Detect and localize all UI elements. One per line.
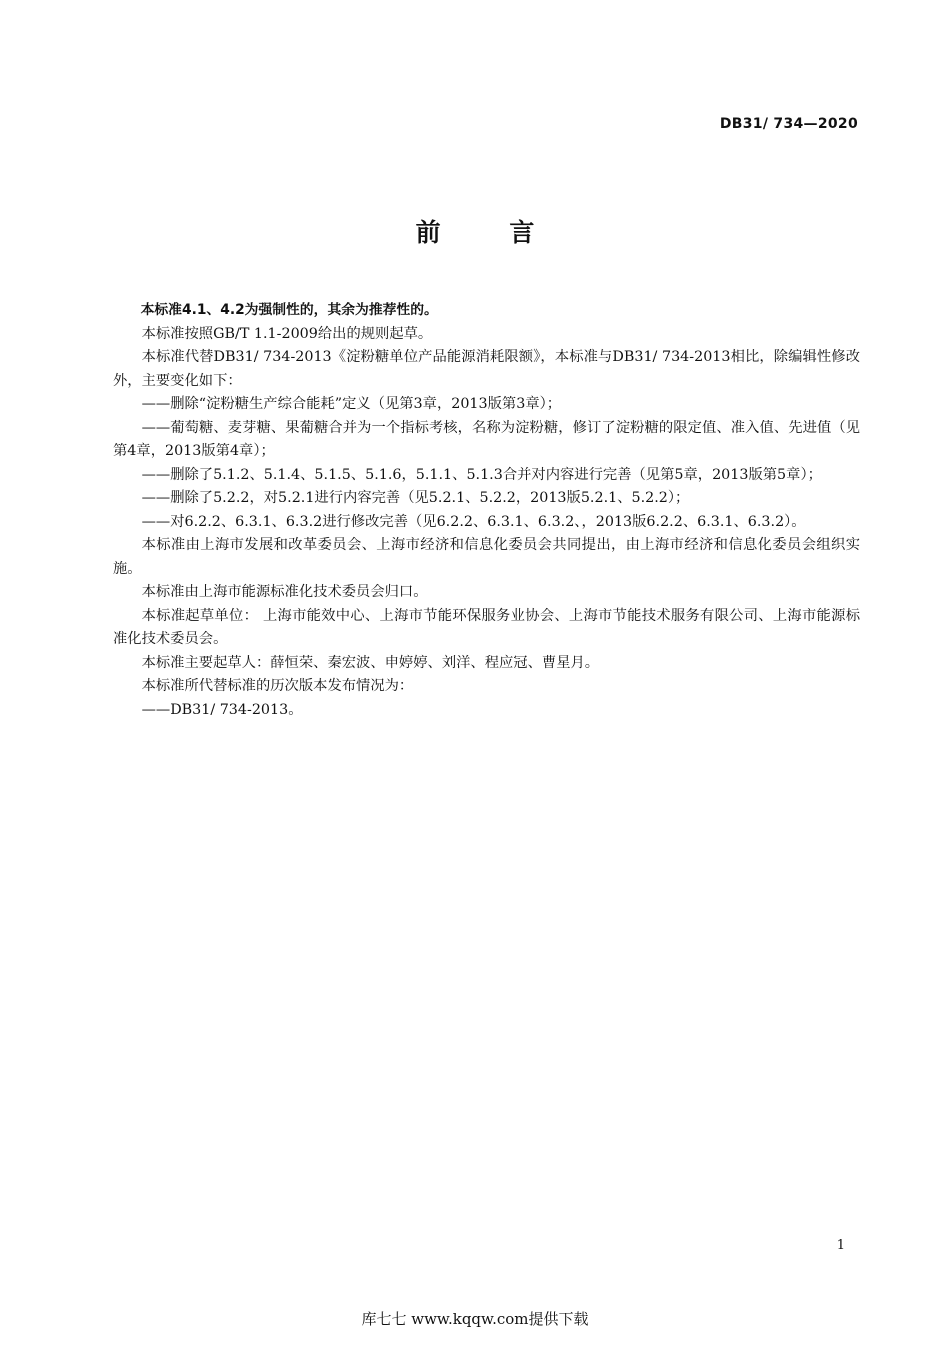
change-item: ——葡萄糖、麦芽糖、果葡糖合并为一个指标考核，名称为淀粉糖，修订了淀粉糖的限定值、准入值、先进值（见第4章，2013版第4章）； (113, 419, 860, 459)
change-item: ——对6.2.2、6.3.1、6.3.2进行修改完善（见6.2.2、6.3.1、6.3.2、，2013版6.2.2、6.3.1、6.3.2）。 (141, 513, 806, 530)
change-item: ——删除了5.2.2，对5.2.1进行内容完善（见5.2.1、5.2.2，2013版5.2.1、5.2.2）； (141, 490, 690, 506)
committee-paragraph: 本标准由上海市能源标准化技术委员会归口。 (141, 584, 428, 600)
standard-code: DB31/ 734—2020 (719, 116, 858, 132)
previous-editions-paragraph: 本标准所代替标准的历次版本发布情况为： (141, 678, 414, 694)
proposer-paragraph: 本标准由上海市发展和改革委员会、上海市经济和信息化委员会共同提出，由上海市经济和信息化委员会组织实施。 (113, 537, 860, 577)
mandatory-clause-statement: 本标准4.1、4.2为强制性的，其余为推荐性的。 (140, 302, 438, 318)
drafters-paragraph: 本标准主要起草人：薛恒荣、秦宏波、申婷婷、刘洋、程应冠、曹星月。 (141, 654, 600, 671)
download-footer: 库七七 www.kqqw.com提供下载 (361, 1310, 589, 1328)
foreword-body (113, 299, 860, 722)
previous-edition-item: ——DB31/ 734-2013。 (141, 701, 303, 718)
change-item: ——删除“淀粉糖生产综合能耗”定义（见第3章，2013版第3章）； (141, 396, 562, 412)
page-number: 1 (836, 1238, 845, 1253)
drafting-rule-paragraph: 本标准按照GB/T 1.1-2009给出的规则起草。 (141, 325, 433, 342)
page-title: 前 言 (415, 218, 565, 247)
change-item: ——删除了5.1.2、5.1.4、5.1.5、5.1.6，5.1.1、5.1.3合并对内容进行完善（见第5章，2013版第5章）； (141, 466, 822, 483)
replacement-paragraph: 本标准代替DB31/ 734-2013《淀粉糖单位产品能源消耗限额》，本标准与DB31/ 734-2013相比，除编辑性修改外，主要变化如下： (113, 349, 860, 389)
drafting-units-paragraph: 本标准起草单位： 上海市能效中心、上海市节能环保服务业协会、上海市节能技术服务有限公司、上海市能源标准化技术委员会。 (113, 607, 860, 647)
